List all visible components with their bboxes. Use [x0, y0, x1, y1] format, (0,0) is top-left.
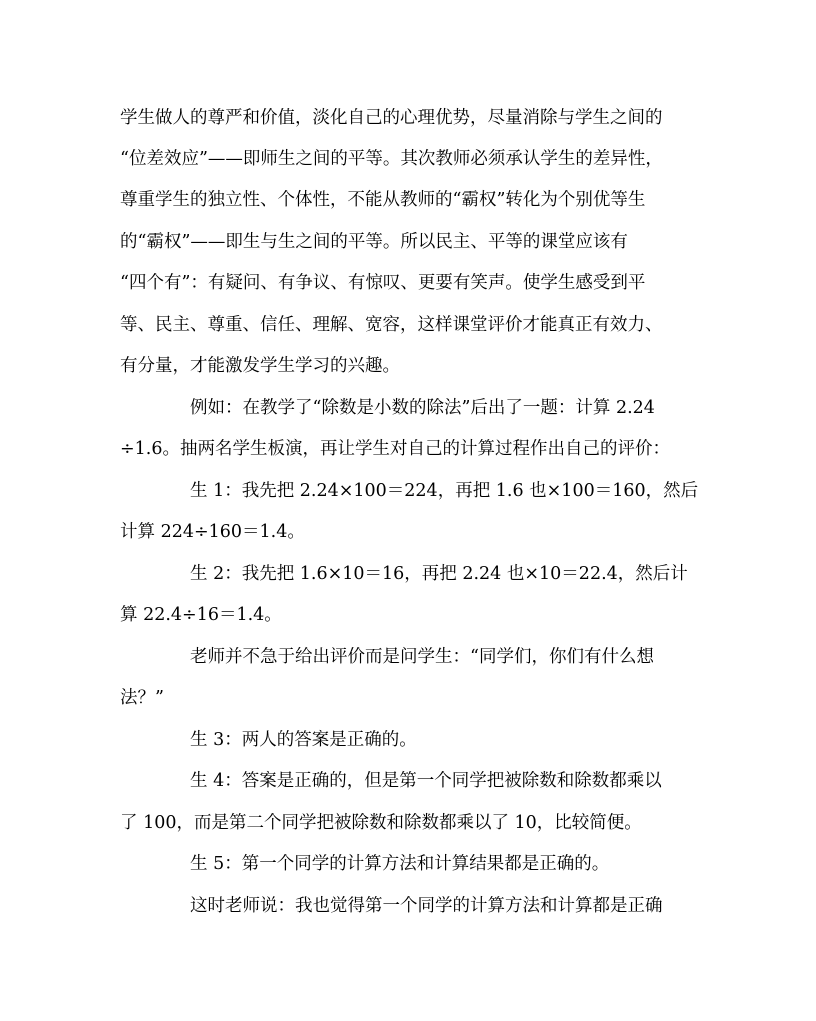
text-line: 计算 224÷160＝1.4。 [120, 522, 305, 542]
text-line: 生 4：答案是正确的，但是第一个同学把被除数和除数都乘以 [190, 771, 662, 791]
text-line: 生 1：我先把 2.24×100＝224，再把 1.6 也×100＝160，然后 [190, 481, 699, 501]
text-line: ÷1.6。抽两名学生板演，再让学生对自己的计算过程作出自己的评价： [120, 439, 670, 459]
text-line: 例如：在教学了“除数是小数的除法”后出了一题：计算 2.24 [190, 398, 655, 418]
text-line: 生 5：第一个同学的计算方法和计算结果都是正确的。 [190, 854, 610, 874]
text-line: 生 3：两人的答案是正确的。 [190, 730, 417, 750]
text-line: 法？” [120, 688, 164, 708]
text-line: 的“霸权”——即生与生之间的平等。所以民主、平等的课堂应该有 [120, 232, 628, 252]
text-line: 了 100，而是第二个同学把被除数和除数都乘以了 10，比较简便。 [120, 813, 642, 833]
text-line: 生 2：我先把 1.6×10＝16，再把 2.24 也×10＝22.4，然后计 [190, 564, 688, 584]
text-line: 老师并不急于给出评价而是问学生：“同学们，你们有什么想 [190, 647, 654, 667]
text-line: 尊重学生的独立性、个体性，不能从教师的“霸权”转化为个别优等生 [120, 190, 646, 210]
text-line: “位差效应”——即师生之间的平等。其次教师必须承认学生的差异性， [120, 149, 663, 169]
text-line: 这时老师说：我也觉得第一个同学的计算方法和计算都是正确 [190, 896, 663, 916]
text-line: 学生做人的尊严和价值，淡化自己的心理优势，尽量消除与学生之间的 [120, 108, 663, 128]
text-line: 算 22.4÷16＝1.4。 [120, 605, 282, 625]
text-line: 有分量，才能激发学生学习的兴趣。 [120, 356, 400, 376]
text-line: 等、民主、尊重、信任、理解、宽容，这样课堂评价才能真正有效力、 [120, 315, 663, 335]
text-line: “四个有”：有疑问、有争议、有惊叹、更要有笑声。使学生感受到平 [120, 273, 646, 293]
